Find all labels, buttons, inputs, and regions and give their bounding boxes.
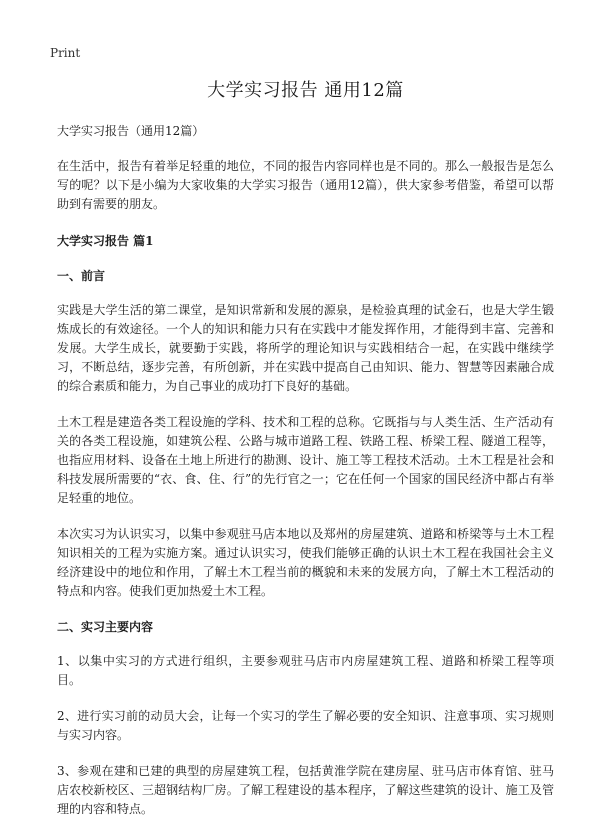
list-item-3: 3、参观在建和已建的典型的房屋建筑工程，包括黄淮学院在建房屋、驻马店市体育馆、驻马店农校新校区、三超钢结构厂房。了解工程建设的基本程序，了解这些建筑的设计、施工及管理的内容和特点。 [57, 764, 554, 816]
paragraph-internship-plan: 本次实习为认识实习，以集中参观驻马店本地以及郑州的房屋建筑、道路和桥梁等与土木工程知识相关的工程为实施方案。通过认识实习，使我们能够正确的认识土木工程在我国社会主义经济建设中的地位和作用，了解土木工程当前的概貌和未来的发展方向，了解土木工程活动的特点和内容。使我们更加热爱土木工程。 [57, 527, 554, 598]
print-link[interactable]: Print [50, 46, 81, 60]
paragraph-civil-engineering: 土木工程是建造各类工程设施的学科、技术和工程的总称。它既指与与人类生活、生产活动有关的各类工程设施，如建筑公程、公路与城市道路工程、铁路工程、桥梁工程、隧道工程等，也指应用材料、设备在土地上所进行的勘测、设计、施工等工程技术活动。土木工程是社会和科技发展所需要的“衣、食、住、行”的先行官之一；它在任何一个国家的国民经济中都占有举足轻重的地位。 [57, 415, 554, 505]
document-title: 大学实习报告 通用12篇 [207, 80, 404, 101]
list-item-1: 1、以集中实习的方式进行组织，主要参观驻马店市内房屋建筑工程、道路和桥梁工程等项目。 [57, 654, 554, 687]
intro-paragraph: 在生活中，报告有着举足轻重的地位，不同的报告内容同样也是不同的。那么一般报告是怎么写的呢？以下是小编为大家收集的大学实习报告（通用12篇），供大家参考借鉴，希望可以帮助到有需要的朋友。 [57, 159, 554, 211]
document-subtitle: 大学实习报告（通用12篇） [57, 124, 205, 138]
heading-main-content: 二、实习主要内容 [57, 620, 154, 634]
section-title: 大学实习报告 篇1 [57, 234, 154, 248]
list-item-2: 2、进行实习前的动员大会，让每一个实习的学生了解必要的安全知识、注意事项、实习规则与实习内容。 [57, 709, 554, 742]
paragraph-practice: 实践是大学生活的第二课堂，是知识常新和发展的源泉，是检验真理的试金石，也是大学生锻炼成长的有效途径。一个人的知识和能力只有在实践中才能发挥作用，才能得到丰富、完善和发展。大学生成长，就要勤于实践，将所学的理论知识与实践相结合一起，在实践中继续学习，不断总结，逐步完善，有所创新，并在实践中提高自己由知识、能力、智慧等因素融合成的综合素质和能力，为自己事业的成功打下良好的基础。 [57, 303, 554, 393]
heading-preface: 一、前言 [57, 269, 106, 283]
